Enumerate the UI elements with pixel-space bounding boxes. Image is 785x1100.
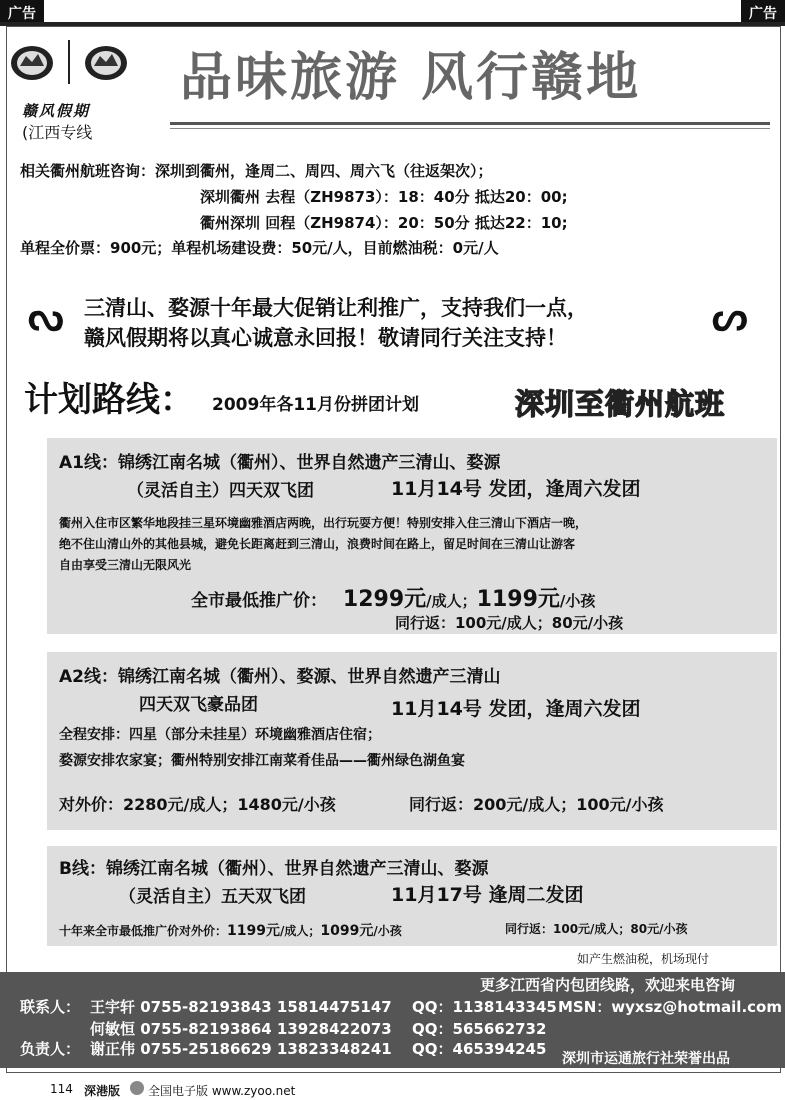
route-a1-child-unit: /小孩 <box>559 592 596 610</box>
title-rule <box>170 122 770 125</box>
route-b-date: 11月17号 逢周二发团 <box>391 884 584 906</box>
promo-line1: 三清山、婺源十年最大促销让利推广，支持我们一点， <box>84 295 588 320</box>
route-a2-date: 11月14号 发团，逢周六发团 <box>391 698 641 720</box>
manager-contact: 谢正伟 0755-25186629 13823348241 <box>90 1040 392 1058</box>
publisher-logo-icon <box>130 1081 144 1095</box>
route-a1-card <box>47 438 777 634</box>
route-b-adult-price: 1199元 <box>227 923 280 939</box>
fuel-note: 如产生燃油税，机场现付 <box>577 952 710 966</box>
brand-subtitle: (江西专线 <box>22 123 93 142</box>
flight-schedule: 深圳到衢州，逢周二、周四、周六飞（往返架次）； <box>155 162 493 180</box>
left-ornament-icon: ᔓ <box>28 293 64 340</box>
route-a1-desc3: 自由享受三清山无限风光 <box>59 558 192 572</box>
page-title: 品味旅游 风行赣地 <box>180 48 642 108</box>
route-a1-date: 11月14号 发团，逢周六发团 <box>391 478 641 500</box>
manager-qq: QQ：465394245 <box>412 1040 547 1058</box>
title-rule-thin <box>170 128 770 129</box>
contact-msn: MSN：wyxsz@hotmail.com <box>558 998 782 1016</box>
fare-info: 单程全价票：900元；单程机场建设费：50元/人，目前燃油税：0元/人 <box>20 239 499 257</box>
route-b-rebate: 同行返：100元/成人；80元/小孩 <box>505 922 688 936</box>
plan-title-text: 计划路线 <box>24 380 160 420</box>
flight-info-label: 相关衢州航班咨询： <box>20 162 156 180</box>
contact-1: 王宇轩 0755-82193843 15814475147 <box>90 998 392 1016</box>
plan-badge: 深圳至衢州航班 <box>515 387 726 421</box>
route-b-adult-unit: /成人； <box>279 924 321 938</box>
ad-tag-left: 广告 <box>0 0 44 26</box>
route-b-price-label: 十年来全市最低推广价对外价： <box>59 924 228 938</box>
edition-label: 深港版 <box>84 1084 121 1098</box>
plan-title <box>24 372 194 421</box>
route-a2-card <box>47 652 777 830</box>
ad-tag-right: 广告 <box>741 0 785 26</box>
route-a2-desc1: 全程安排：四星（部分未挂星）环境幽雅酒店住宿； <box>59 727 381 743</box>
flight-info-line1 <box>20 160 493 181</box>
route-a1-subtitle: （灵活自主）四天双飞团 <box>127 481 314 501</box>
route-a2-rebate: 同行返：200元/成人；100元/小孩 <box>409 795 664 814</box>
manager-label: 负责人： <box>20 1040 81 1058</box>
route-a1-title: A1线：锦绣江南名城（衢州）、世界自然遗产三清山、婺源 <box>59 453 501 473</box>
flight-outbound: 深圳衢州 去程（ZH9873）：18：40分 抵达20：00; <box>200 188 568 206</box>
route-a2-subtitle: 四天双飞豪品团 <box>139 695 258 715</box>
route-a2-title: A2线：锦绣江南名城（衢州）、婺源、世界自然遗产三清山 <box>59 667 501 687</box>
route-a2-price: 对外价：2280元/成人；1480元/小孩 <box>59 795 336 814</box>
route-a1-adult-unit: /成人； <box>426 592 477 610</box>
route-b-title: B线：锦绣江南名城（衢州）、世界自然遗产三清山、婺源 <box>59 859 489 879</box>
producer-credit: 深圳市运通旅行社荣誉出品 <box>562 1051 730 1067</box>
brand-logo-icon <box>10 44 54 82</box>
brand-emblem-icon <box>84 44 128 82</box>
route-a1-price <box>191 582 595 613</box>
route-b-card <box>47 846 777 946</box>
contact-label: 联系人： <box>20 998 81 1016</box>
route-a1-rebate: 同行返：100元/成人；80元/小孩 <box>395 614 624 632</box>
contact-footer <box>0 972 785 1068</box>
contact-2-qq: QQ：565662732 <box>412 1020 547 1038</box>
footer-more: 更多江西省内包团线路，欢迎来电咨询 <box>480 976 736 994</box>
page-number: 114 <box>50 1082 73 1096</box>
route-a1-desc1: 衢州入住市区繁华地段挂三星环境幽雅酒店两晚，出行玩耍方便！特别安排入住三清山下酒店一晚， <box>59 516 588 530</box>
right-ornament-icon: ᔕ <box>712 293 748 340</box>
brand-name: 赣风假期 <box>22 102 91 120</box>
route-a2-desc2: 婺源安排农家宴；衢州特别安排江南菜肴佳品——衢州绿色湖鱼宴 <box>59 753 465 769</box>
plan-subtitle: 2009年各11月份拼团计划 <box>212 395 419 415</box>
route-a1-price-label: 全市最低推广价： <box>191 591 327 611</box>
promo-line2: 赣风假期将以真心诚意永回报！敬请同行关注支持！ <box>84 325 567 350</box>
contact-2: 何敏恒 0755-82193864 13928422073 <box>90 1020 392 1038</box>
route-a1-child-price: 1199元 <box>476 587 560 612</box>
route-a1-desc2: 绝不住山清山外的其他县城，避免长距离赶到三清山，浪费时间在路上，留足时间在三清山让游客 <box>59 537 576 551</box>
route-b-subtitle: （灵活自主）五天双飞团 <box>119 887 306 907</box>
contact-1-qq: QQ：1138143345 <box>412 998 557 1016</box>
route-a1-adult-price: 1299元 <box>342 587 427 612</box>
plan-title-colon: ： <box>160 380 194 420</box>
route-b-child-unit: /小孩 <box>373 924 402 938</box>
route-b-child-price: 1099元 <box>320 923 374 939</box>
logo-divider <box>68 40 70 84</box>
flight-return: 衢州深圳 回程（ZH9874）：20：50分 抵达22：10; <box>200 214 568 232</box>
site-url[interactable]: 全国电子版 www.zyoo.net <box>148 1084 296 1098</box>
route-b-price <box>59 920 402 940</box>
